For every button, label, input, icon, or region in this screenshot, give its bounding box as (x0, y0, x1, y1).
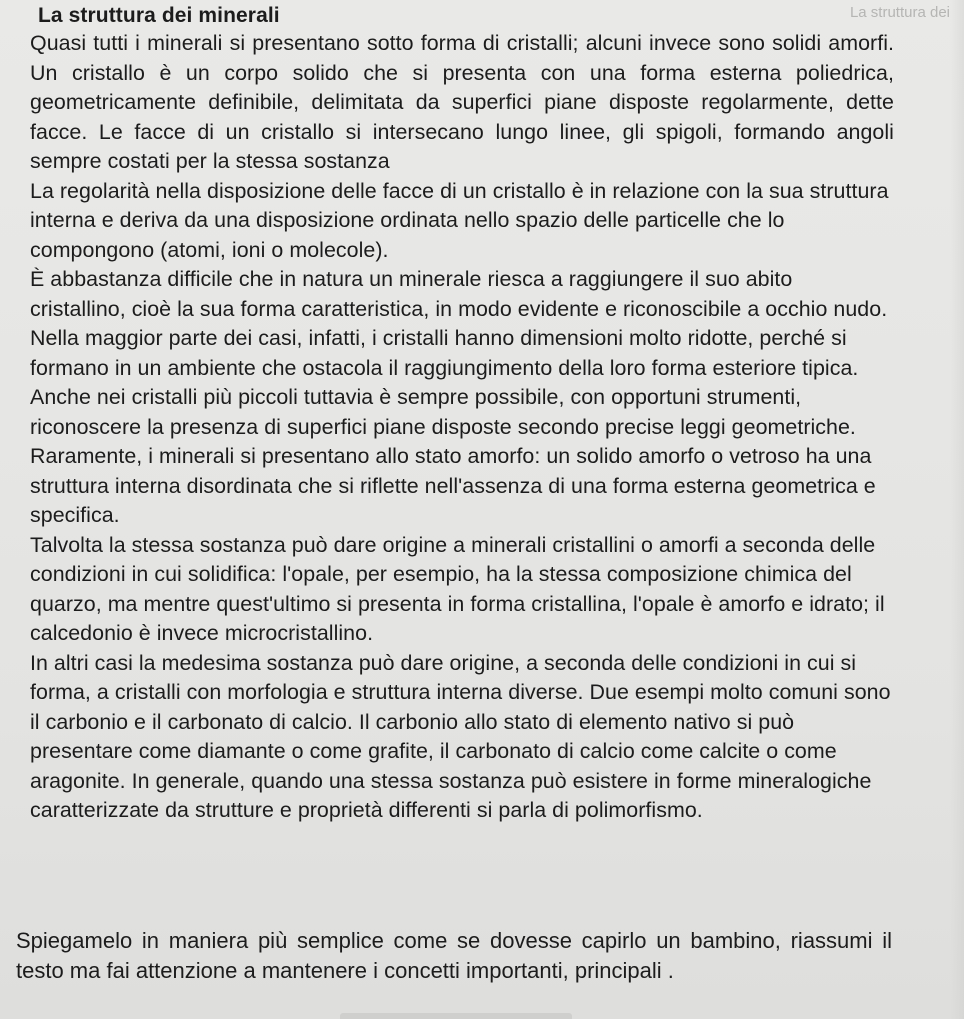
document-title: La struttura dei minerali (38, 4, 280, 27)
page-edge-shadow (950, 0, 964, 1019)
faded-running-header: La struttura dei (849, 4, 950, 21)
paragraph-polimorfismo: In altri casi la medesima sostanza può dare origine, a seconda delle condizioni in cui si forma, a cristalli con morfologia e struttura interna diverse. Due esempi molto comuni sono il carbonio e il carbonato di calcio. Il carbonio allo stato di elemento nativo si può presentare come diamante o come grafite, il carbonato di calcio come calcite o come aragonite. In generale, quando una stessa sostanza può esistere in forme mineralogiche caratterizzate da strutture e proprietà differenti si parla di polimorfismo. (30, 650, 891, 822)
paragraph-cristalli: Quasi tutti i minerali si presentano sotto forma di cristalli; alcuni invece sono solidi amorfi. Un cristallo è un corpo solido che si presenta con una forma esterna poliedrica, geometricamente definibile, delimitata da superfici piane disposte regolarmente, dette facce. Le facce di un cristallo si intersecano lungo linee, gli spigoli, formando angoli sempre costati per la stessa sostanza (30, 31, 894, 173)
document-body (30, 29, 894, 826)
paragraph-stato-amorfo: Raramente, i minerali si presentano allo stato amorfo: un solido amorfo o vetroso ha una struttura interna disordinata che si riflette nell'assenza di una forma esterna geometrica e specifica. (30, 444, 876, 527)
paragraph-opale: Talvolta la stessa sostanza può dare origine a minerali cristallini o amorfi a seconda delle condizioni in cui solidifica: l'opale, per esempio, ha la stessa composizione chimica del quarzo, ma mentre quest'ultimo si presenta in forma cristallina, l'opale è amorfo e idrato; il calcedonio è invece microcristallino. (30, 532, 885, 645)
scroll-handle[interactable] (340, 1013, 572, 1019)
paragraph-abito-cristallino: È abbastanza difficile che in natura un minerale riesca a raggiungere il suo abito cristallino, cioè la sua forma caratteristica, in modo evidente e riconoscibile a occhio nudo. Nella maggior parte dei casi, infatti, i cristalli hanno dimensioni molto ridotte, perché si formano in un ambiente che ostacola il raggiungimento della loro forma esteriore tipica. Anche nei cristalli più piccoli tuttavia è sempre possibile, con opportuni strumenti, riconoscere la presenza di superfici piane disposte secondo precise leggi geometriche. (30, 267, 888, 439)
user-prompt: Spiegamelo in maniera più semplice come se dovesse capirlo un bambino, riassumi il testo ma fai attenzione a mantenere i concetti importanti, principali . (16, 928, 892, 983)
paragraph-regolarita: La regolarità nella disposizione delle facce di un cristallo è in relazione con la sua struttura interna e deriva da una disposizione ordinata nello spazio delle particelle che lo compongono (atomi, ioni o molecole). (30, 178, 889, 262)
